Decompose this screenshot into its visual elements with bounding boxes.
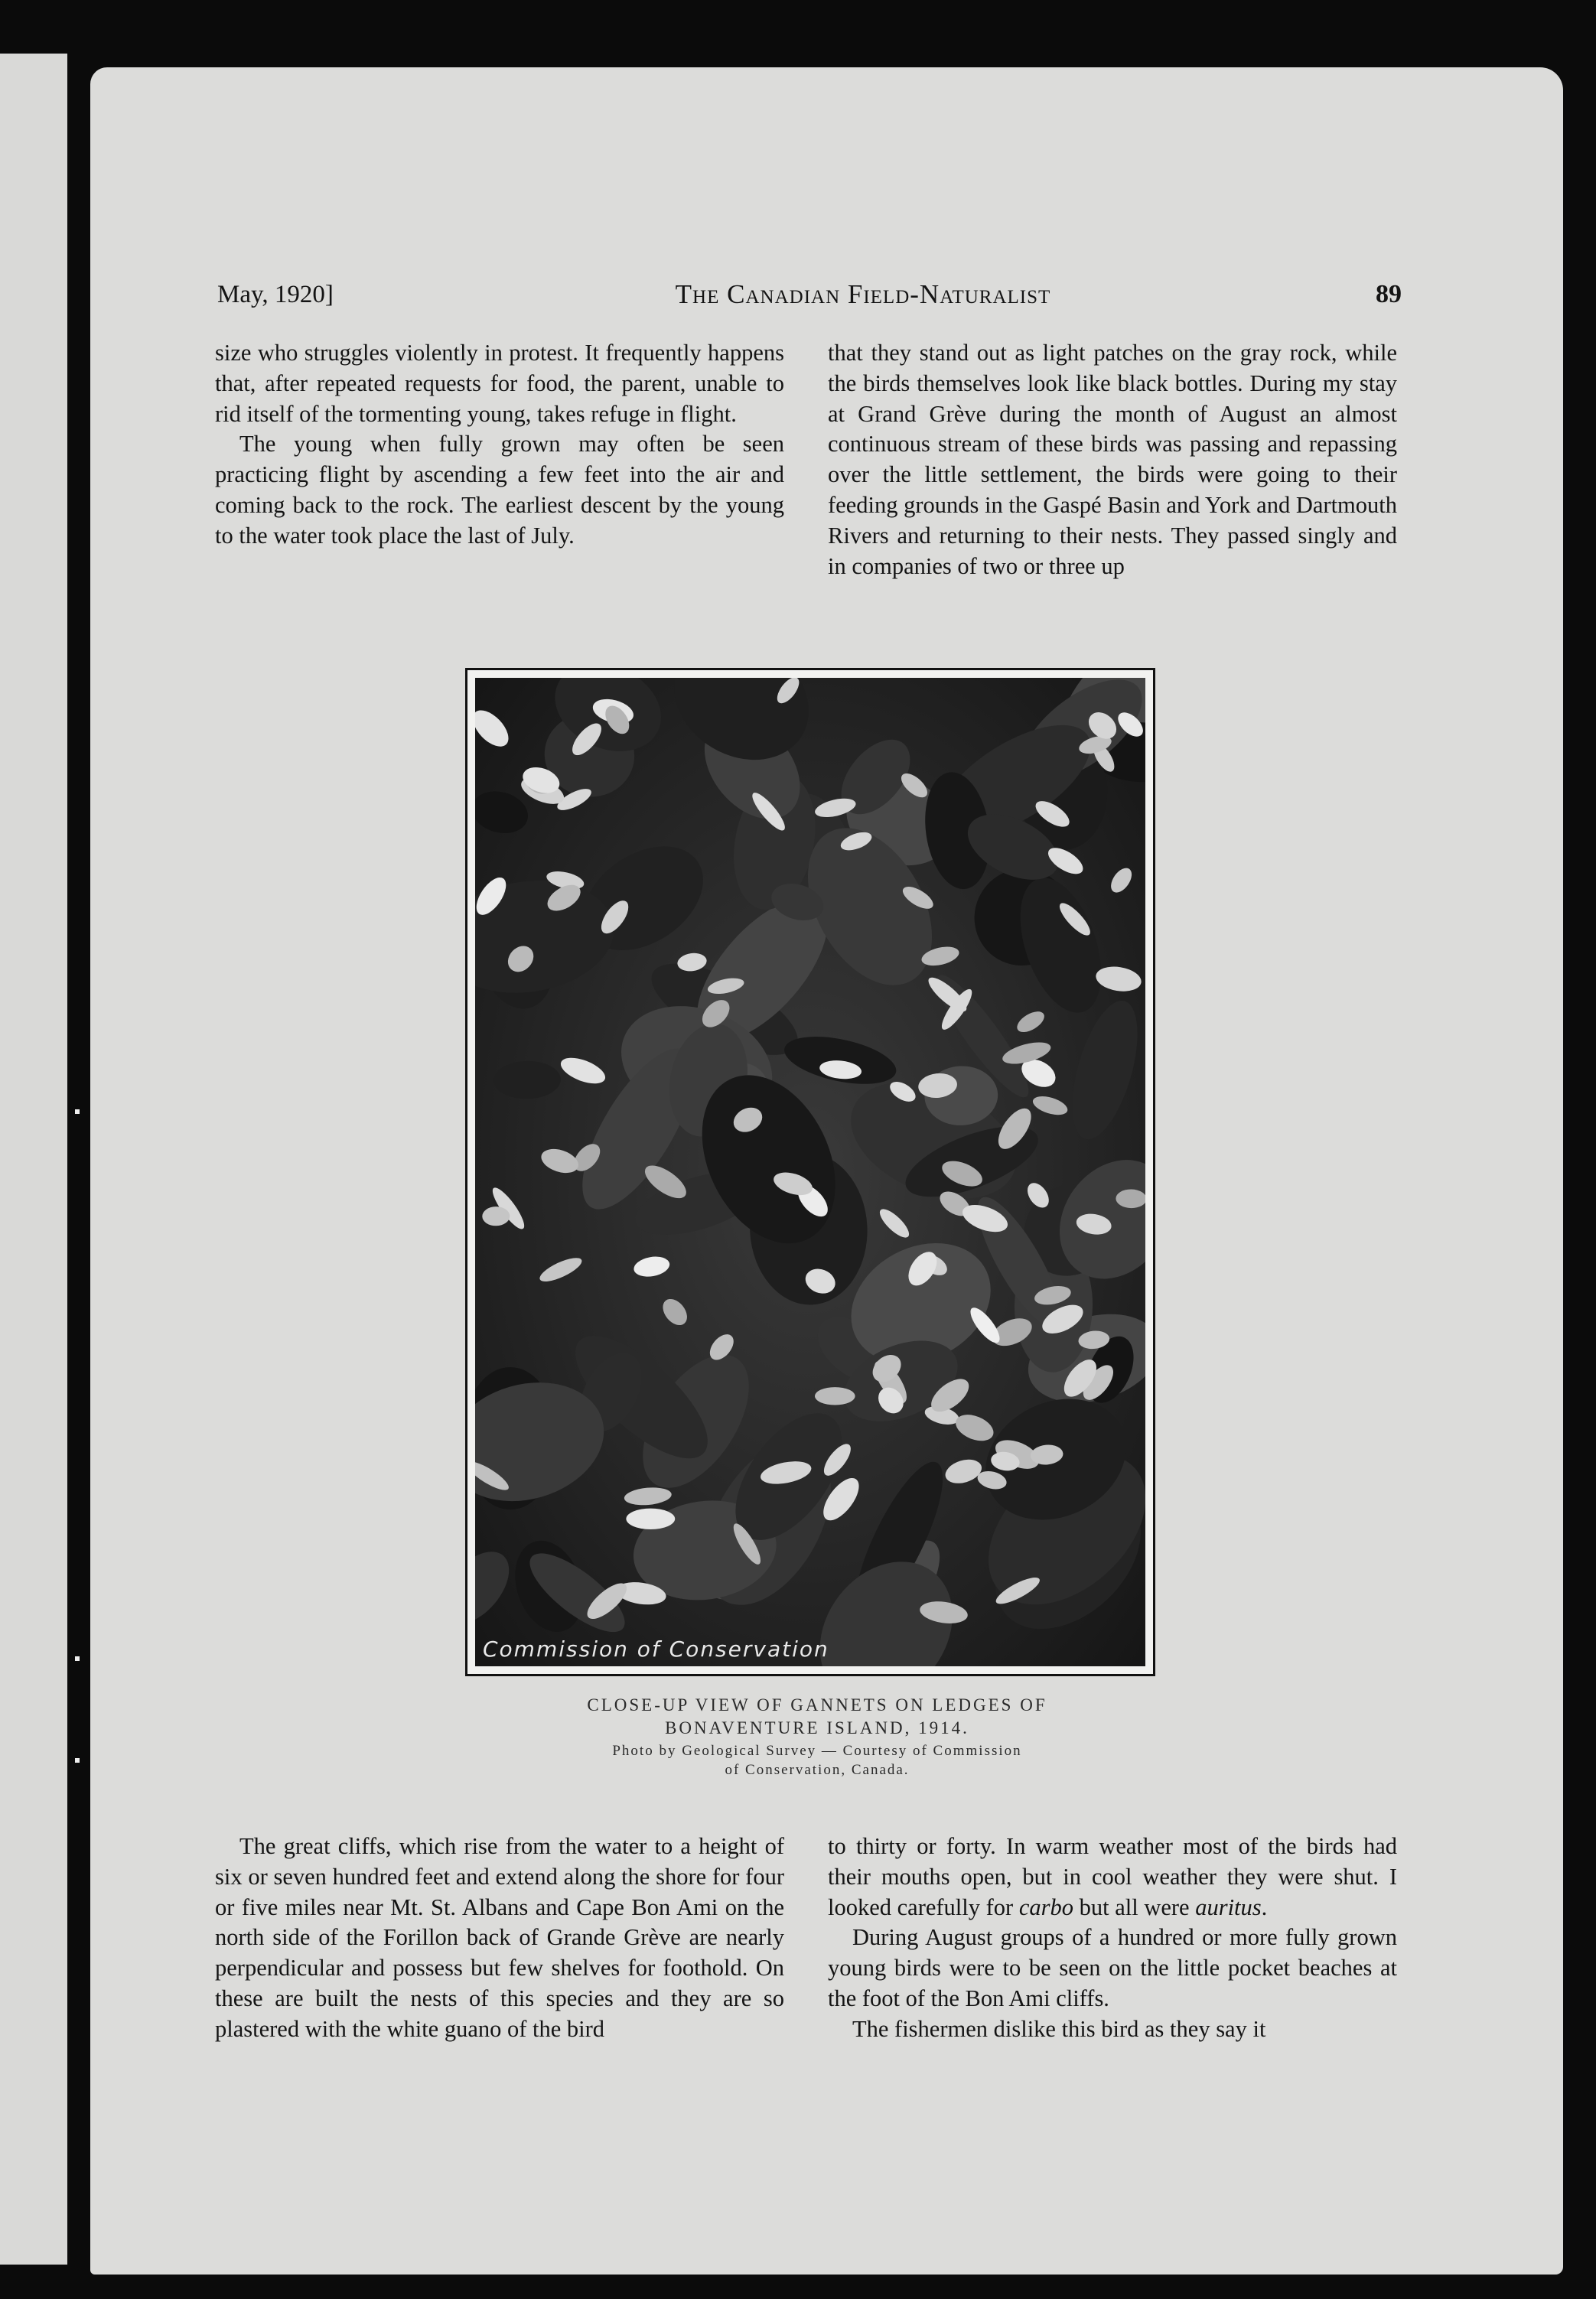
photo-watermark: Commission of Conservation — [483, 1636, 829, 1662]
photo-credit-line1: Photo by Geological Survey — Courtesy of Commission — [612, 1743, 1022, 1759]
journal-page — [90, 67, 1563, 2275]
paragraph: size who struggles violently in protest. It frequently happens that, after repeated requests for food, the parent, unable to rid itself of the tormenting young, takes refuge in flight. — [215, 340, 784, 427]
paragraph: The great cliffs, which rise from the water to a height of six or seven hundred feet and extend along the shore for four or five miles near Mt. St. Albans and Cape Bon Ami on the north side of the Forillon back of Grande Grève are nearly perpendicular and possess but few shelves for foothold. On these are built the nests of this species and they are so plastered with the white guano of the bird — [215, 1833, 784, 2042]
paragraph: The fishermen dislike this bird as they say it — [852, 2015, 1266, 2042]
margin-mark — [75, 1656, 80, 1661]
text-run: but all were — [1073, 1894, 1196, 1920]
previous-page-edge — [0, 54, 67, 2265]
paragraph: that they stand out as light patches on the gray rock, while the birds themselves look like black bottles. During my stay at Grand Grève during the month of August an almost continuous stream of these birds was passing and repassing over the little settlement, the birds were going to their feeding grounds in the Gaspé Basin and York and Dartmouth Rivers and returning to their nests. They passed singly and in companies of two or three up — [828, 340, 1397, 579]
paragraph — [828, 1832, 1397, 1923]
journal-title: The Canadian Field-Naturalist — [675, 279, 1051, 309]
issue-date: May, 1920] — [217, 281, 334, 308]
text-run: . — [1261, 1894, 1268, 1920]
margin-mark — [75, 1109, 80, 1114]
page-number: 89 — [1376, 280, 1402, 308]
photo-credit-line2: of Conservation, Canada. — [725, 1762, 910, 1778]
text-column-bottom-right — [828, 1832, 1397, 2045]
gannet-bird — [626, 1509, 675, 1529]
figure-caption-line1: CLOSE-UP VIEW OF GANNETS ON LEDGES OF — [587, 1695, 1047, 1714]
gannet-photograph — [465, 668, 1155, 1676]
paragraph: The young when fully grown may often be seen practicing flight by ascending a few feet into the air and coming back to the rock. The earliest descent by the young to the water took place the last of July. — [215, 431, 784, 549]
text-column-bottom-left — [215, 1832, 784, 2045]
figure-caption-line2: BONAVENTURE ISLAND, 1914. — [665, 1718, 969, 1737]
margin-mark — [75, 1758, 80, 1763]
text-run: to thirty or forty. In warm weather most of the birds had their mouths open, but in cool weather they were shut. I looked carefully for — [828, 1833, 1397, 1920]
gannets-on-ledges-image — [475, 678, 1145, 1666]
text-column-top-right — [828, 338, 1397, 581]
species-name: carbo — [1018, 1894, 1073, 1920]
species-name: auritus — [1195, 1894, 1262, 1920]
paragraph: During August groups of a hundred or more fully grown young birds were to be seen on the little pocket beaches at the foot of the Bon Ami cliffs. — [828, 1924, 1397, 2011]
text-column-top-left — [215, 338, 784, 552]
gannet-bird — [815, 1387, 855, 1405]
